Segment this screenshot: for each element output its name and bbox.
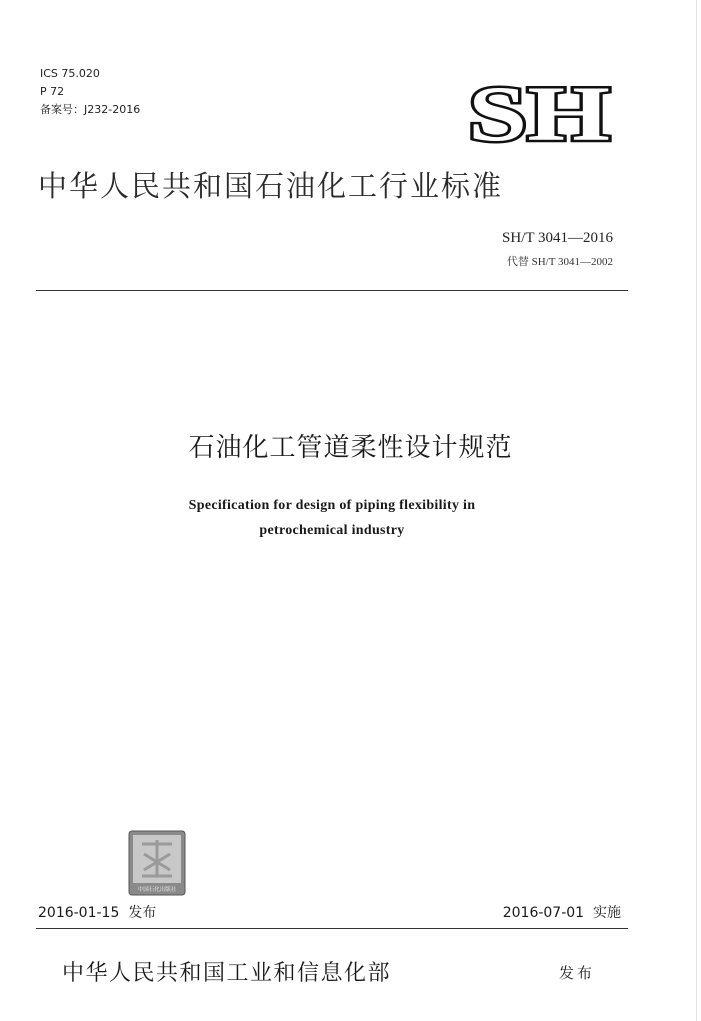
sh-logo [466, 78, 612, 148]
issue-label: 发布 [128, 905, 157, 921]
standard-category: 中华人民共和国石油化工行业标准 [38, 169, 504, 203]
effective-label: 实施 [593, 905, 621, 921]
ics-code: ICS 75.020 [40, 67, 100, 80]
effective-date-line [503, 902, 621, 922]
effective-date: 2016-07-01 [502, 905, 585, 921]
sh-logo-text: SH [468, 78, 610, 148]
scan-edge [696, 0, 697, 1021]
record-number: 备案号：J232-2016 [40, 103, 141, 116]
standard-code: SH/T 3041—2016 [502, 230, 613, 246]
issue-date: 2016-01-15 [38, 905, 120, 921]
issue-date-line [38, 902, 156, 922]
publisher-stamp [128, 830, 186, 896]
title-english-line-1: Specification for design of piping flexibility in [188, 498, 476, 513]
title-chinese: 石油化工管道柔性设计规范 [188, 433, 513, 463]
header-divider [36, 290, 628, 291]
footer-divider [36, 928, 628, 929]
replaced-standard: 代替 SH/T 3041—2002 [506, 256, 613, 268]
issuing-authority: 中华人民共和国工业和信息化部 [62, 961, 392, 986]
classification-code: P 72 [40, 85, 65, 98]
stamp-text: 中国石化出版社 [137, 887, 177, 893]
issuing-label: 发布 [559, 964, 596, 982]
title-english-line-2: petrochemical industry [259, 523, 405, 538]
